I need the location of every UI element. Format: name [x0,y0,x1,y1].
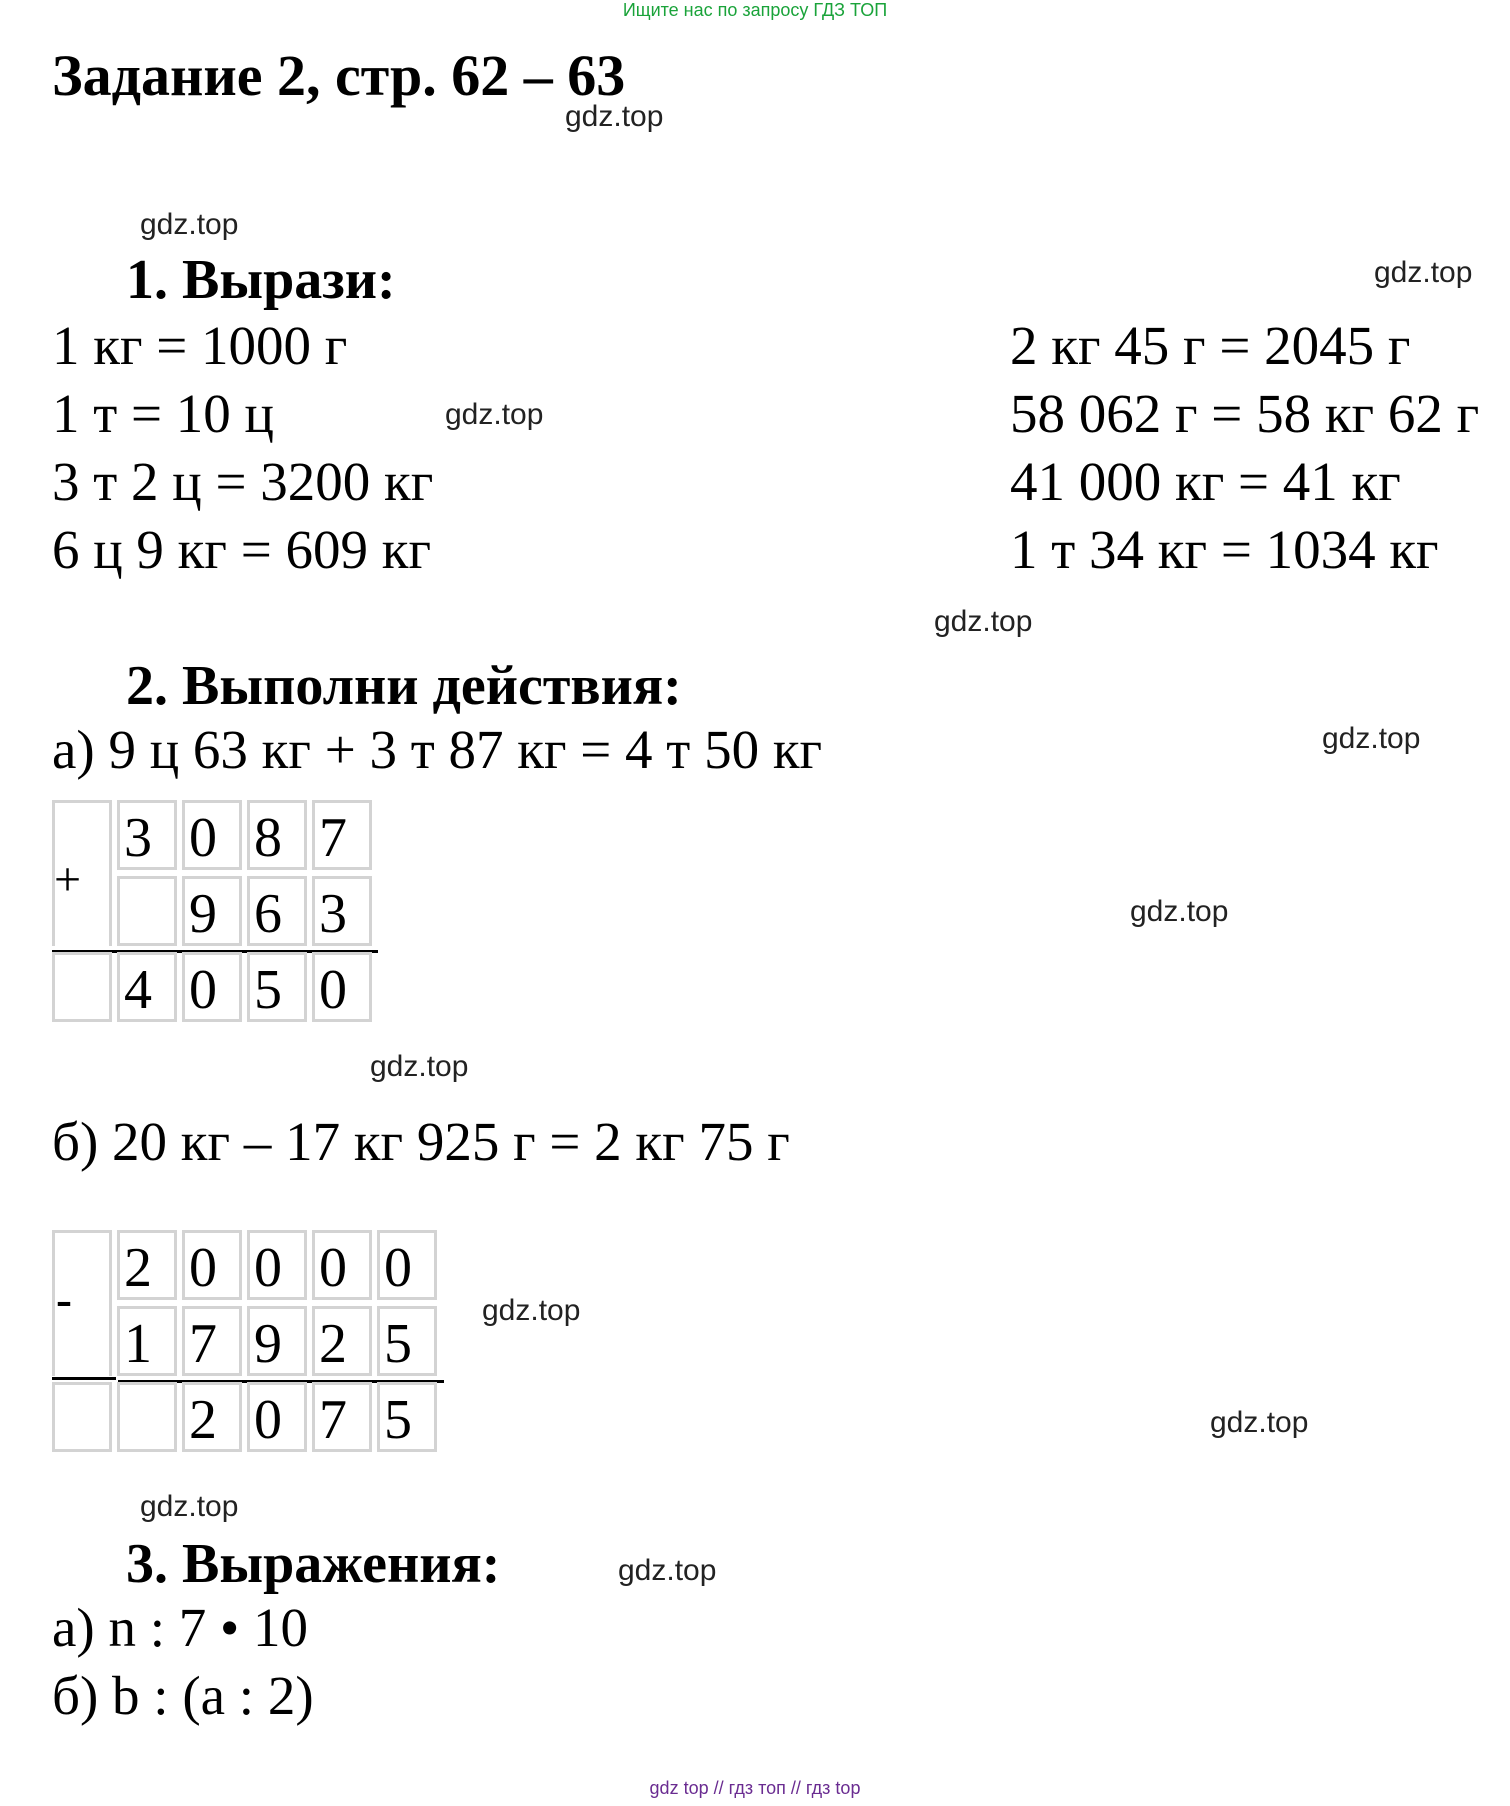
watermark: gdz.top [618,1554,717,1587]
section2-heading: 2. Выполни действия: [126,655,682,717]
digit-cell: 5 [377,1306,437,1376]
digit-cell [52,952,112,1022]
bottom-banner: gdz top // гдз топ // гдз top [649,1778,861,1798]
minus-sign: - [56,1273,72,1326]
digit-cell [52,1382,112,1452]
watermark: gdz.top [1130,895,1229,928]
watermark: gdz.top [1374,256,1473,289]
digit-cell: 4 [117,952,177,1022]
digit-cell: 0 [247,1382,307,1452]
digit-cell: 0 [377,1230,437,1300]
difference-rule-left [52,1377,116,1380]
digit-cell [117,876,177,946]
digit-cell: 3 [312,876,372,946]
section1-left-line: 1 кг = 1000 г [52,315,348,376]
section1-right-line: 58 062 г = 58 кг 62 г [1010,383,1480,444]
digit-cell: 9 [182,876,242,946]
digit-cell: 0 [247,1230,307,1300]
section1-left-line: 1 т = 10 ц [52,383,274,444]
digit-cell: 5 [377,1382,437,1452]
digit-cell: 0 [182,952,242,1022]
watermark: gdz.top [934,605,1033,638]
digit-cell [117,1382,177,1452]
section2-b-equation: б) 20 кг – 17 кг 925 г = 2 кг 75 г [52,1111,790,1172]
section3-line: б) b : (a : 2) [52,1665,314,1726]
section1-left-line: 3 т 2 ц = 3200 кг [52,451,434,512]
digit-cell: 0 [182,1230,242,1300]
section2-a-equation: а) 9 ц 63 кг + 3 т 87 кг = 4 т 50 кг [52,719,823,780]
digit-cell: 0 [312,952,372,1022]
digit-cell: 1 [117,1306,177,1376]
digit-cell: 7 [312,1382,372,1452]
watermark: gdz.top [1210,1406,1309,1439]
watermark: gdz.top [140,208,239,241]
digit-cell: 7 [312,800,372,870]
section1-right-line: 1 т 34 кг = 1034 кг [1010,519,1439,580]
section3-line: а) n : 7 • 10 [52,1597,309,1658]
digit-cell: 3 [117,800,177,870]
digit-cell: 2 [312,1306,372,1376]
digit-cell: 6 [247,876,307,946]
digit-cell: 0 [182,800,242,870]
watermark: gdz.top [140,1490,239,1523]
digit-cell: 5 [247,952,307,1022]
watermark: gdz.top [370,1050,469,1083]
watermark: gdz.top [445,398,544,431]
section1-right-line: 41 000 кг = 41 кг [1010,451,1401,512]
watermark: gdz.top [1322,722,1421,755]
section1-right-line: 2 кг 45 г = 2045 г [1010,315,1411,376]
page-title: Задание 2, стр. 62 – 63 [52,43,626,108]
plus-sign: + [54,853,82,906]
digit-cell: 9 [247,1306,307,1376]
watermark: gdz.top [565,100,664,133]
section1-left-line: 6 ц 9 кг = 609 кг [52,519,432,580]
section1-heading: 1. Вырази: [126,249,396,311]
digit-cell: 0 [312,1230,372,1300]
watermark: gdz.top [482,1294,581,1327]
section3-heading: 3. Выражения: [126,1533,501,1595]
digit-cell: 2 [117,1230,177,1300]
digit-cell: 2 [182,1382,242,1452]
digit-cell: 7 [182,1306,242,1376]
top-banner: Ищите нас по запросу ГДЗ ТОП [622,0,888,20]
digit-cell: 8 [247,800,307,870]
